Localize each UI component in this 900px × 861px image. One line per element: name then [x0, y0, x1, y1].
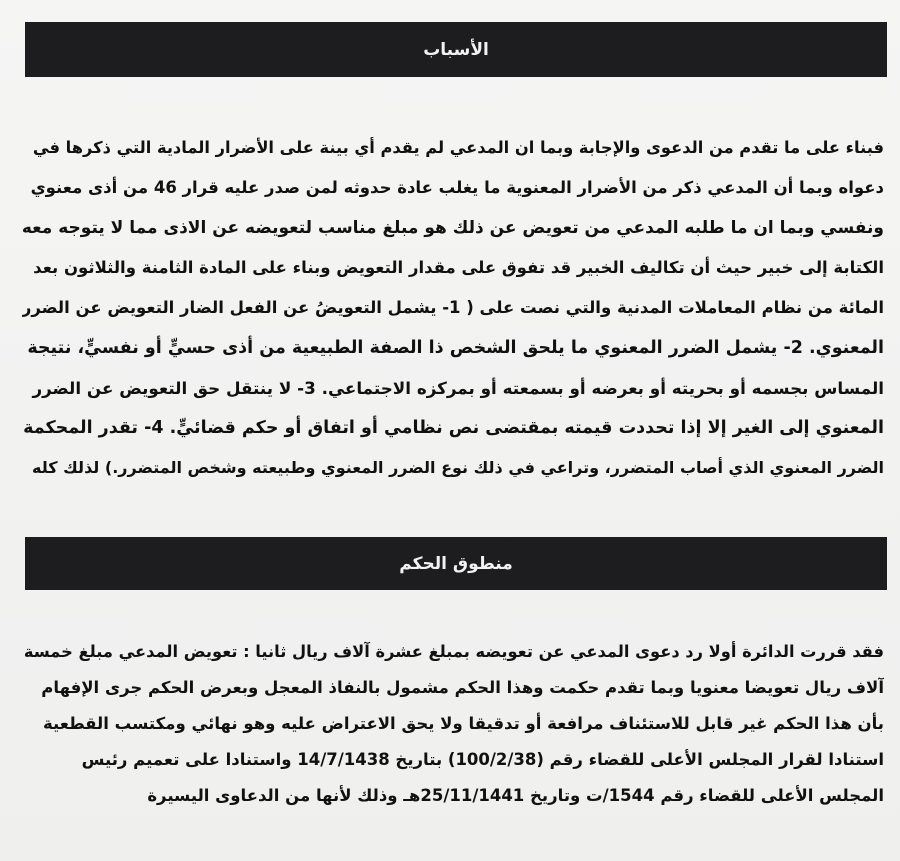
reasons-section-header: [25, 22, 887, 77]
verdict-section-header: [25, 537, 887, 590]
reasons-paragraph: [22, 128, 884, 488]
reasons-line-6: المعنوي. 2- يشمل الضرر المعنوي ما يلحق الشخص ذا الصفة الطبيعية من أذى حسيٍّ أو نفسيٍّ، نتيجة: [27, 338, 884, 358]
verdict-line-4: استنادا لقرار المجلس الأعلى للقضاء رقم (100/2/38) بتاريخ 14/7/1438 واستنادا على تعميم رئيس: [81, 750, 884, 769]
reasons-line-2: دعواه وبما أن المدعي ذكر من الأضرار المعنوية ما يغلب عادة حدوثه لمن صدر عليه قرار 46 من أذى معنوي: [30, 178, 884, 197]
verdict-line-2: آلاف ريال تعويضا معنويا وبما تقدم حكمت وهذا الحكم مشمول بالنفاذ المعجل وبعرض الحكم جرى الإفهام: [41, 678, 884, 697]
reasons-section-title: الأسباب: [423, 39, 489, 60]
reasons-line-1: فبناء على ما تقدم من الدعوى والإجابة وبما ان المدعي لم يقدم أي بينة على الأضرار المادية التي ذكرها في: [32, 138, 884, 157]
reasons-line-9: الضرر المعنوي الذي أصاب المتضرر، وتراعي في ذلك نوع الضرر المعنوي وطبيعته وشخص المتضرر.) لذلك كله: [32, 458, 884, 477]
reasons-line-5: المائة من نظام المعاملات المدنية والتي نصت على ( 1- يشمل التعويضُ عن الفعل الضار التعويض عن الضرر: [22, 298, 884, 317]
verdict-line-1: فقد قررت الدائرة أولا رد دعوى المدعي عن تعويضه بمبلغ عشرة آلاف ريال ثانيا : تعويض المدعي مبلغ خمسة: [23, 642, 884, 661]
reasons-line-7: المساس بجسمه أو بحريته أو بعرضه أو بسمعته أو بمركزه الاجتماعي. 3- لا ينتقل حق التعويض عن الضرر: [32, 378, 884, 398]
reasons-line-3: ونفسي وبما ان ما طلبه المدعي من تعويض عن ذلك هو مبلغ مناسب لتعويضه عن الاذى مما لا يتوجه معه: [22, 218, 884, 238]
verdict-section-title: منطوق الحكم: [399, 553, 513, 574]
verdict-paragraph: [22, 634, 884, 814]
verdict-line-3: بأن هذا الحكم غير قابل للاستئناف مرافعة أو تدقيقا ولا يحق الاعتراض عليه وهو نهائي ومكتسب القطعية: [43, 714, 884, 733]
reasons-line-4: الكتابة إلى خبير حيث أن تكاليف الخبير قد تفوق على مقدار التعويض وبناء على المادة الثامنة والثلاثون بعد: [33, 258, 884, 277]
verdict-line-5: المجلس الأعلى للقضاء رقم 1544/ت وتاريخ 25/11/1441هـ وذلك لأنها من الدعاوى اليسيرة: [147, 786, 884, 805]
reasons-line-8: المعنوي إلى الغير إلا إذا تحددت قيمته بمقتضى نص نظامي أو اتفاق أو حكم قضائيٍّ. 4- تقدر المحكمة: [23, 418, 884, 438]
